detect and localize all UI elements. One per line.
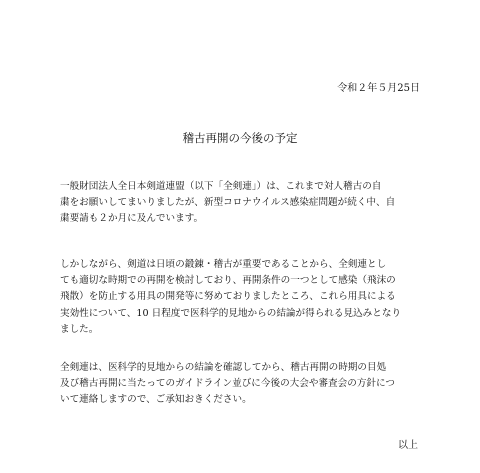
paragraph-line: しかしながら、剣道は日頃の鍛錬・稽古が重要であることから、全剣連とし [60, 259, 387, 270]
paragraph-line: 全剣連は、医科学的見地からの結論を確認してから、稽古再開の時期の目処 [60, 362, 387, 373]
document-title: 稽古再開の今後の予定 [182, 131, 298, 145]
paragraph-2 [60, 257, 430, 338]
paragraph-1 [60, 179, 430, 228]
paragraph-line: いて連絡しますので、ご承知おきください。 [60, 394, 252, 406]
paragraph-line: 粛要請も２か月に及んでいます。 [60, 213, 204, 225]
closing-mark: 以上 [398, 440, 418, 451]
paragraph-line: ても適切な時期での再開を検討しており、再開条件の一つとして感染（飛沫の [60, 275, 396, 287]
paragraph-line: 一般財団法人全日本剣道連盟（以下「全剣連」）は、これまで対人稽古の自 [60, 181, 382, 192]
paragraph-line: 粛をお願いしてまいりましたが、新型コロナウイルス感染症問題が続く中、自 [60, 197, 396, 209]
paragraph-line: ました。 [60, 323, 99, 335]
paragraph-3 [60, 360, 430, 409]
paragraph-line: 及び稽古再開に当たってのガイドライン並びに今後の大会や審査会の方針につ [60, 378, 396, 390]
paragraph-line: 実効性について、10 日程度で医科学的見地からの結論が得られる見込みとなり [60, 307, 402, 319]
paragraph-line: 飛散）を防止する用具の開発等に努めておりましたところ、これら用具による [60, 291, 396, 303]
document-date: 令和２年５月25日 [337, 83, 420, 94]
